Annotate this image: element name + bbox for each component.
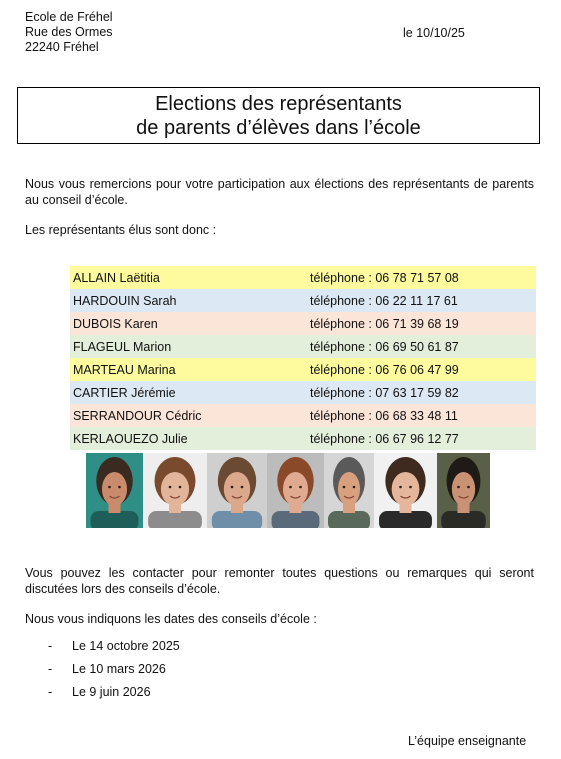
representative-row	[70, 358, 536, 381]
representatives-photos	[86, 453, 490, 528]
representative-photo	[207, 453, 267, 528]
representative-name: KERLAOUEZO Julie	[73, 431, 188, 446]
council-date-item	[48, 634, 180, 657]
representative-name: MARTEAU Marina	[73, 362, 176, 377]
representative-name: HARDOUIN Sarah	[73, 293, 177, 308]
letter-date: le 10/10/25	[403, 26, 465, 40]
representative-phone: téléphone : 06 68 33 48 11	[310, 408, 458, 423]
representative-photo	[374, 453, 437, 528]
representative-row	[70, 427, 536, 450]
representative-name: ALLAIN Laëtitia	[73, 270, 160, 285]
elected-intro: Les représentants élus sont donc :	[25, 223, 217, 237]
representative-row	[70, 381, 536, 404]
representative-phone: téléphone : 06 22 11 17 61	[310, 293, 458, 308]
representative-phone: téléphone : 06 67 96 12 77	[310, 431, 459, 446]
representative-row	[70, 266, 536, 289]
representative-photo	[267, 453, 324, 528]
representative-photo	[143, 453, 207, 528]
representative-phone: téléphone : 06 71 39 68 19	[310, 316, 459, 331]
school-street: Rue des Ormes	[25, 25, 113, 39]
representative-name: FLAGEUL Marion	[73, 339, 172, 354]
council-date: Le 14 octobre 2025	[72, 638, 180, 653]
representative-row	[70, 289, 536, 312]
representative-name: CARTIER Jérémie	[73, 385, 176, 400]
dates-intro: Nous vous indiquons les dates des conseils d’école :	[25, 612, 317, 626]
signature: L’équipe enseignante	[408, 734, 527, 748]
school-city: 22240 Fréhel	[25, 40, 99, 54]
school-name: Ecole de Fréhel	[25, 10, 113, 24]
representatives-list	[70, 266, 536, 450]
title-line-2: de parents d’élèves dans l’école	[136, 117, 421, 139]
council-date-item	[48, 657, 180, 680]
bullet-dash: -	[48, 638, 53, 653]
bullet-dash: -	[48, 684, 53, 699]
contact-paragraph: Vous pouvez les contacter pour remonter toutes questions ou remarques qui seront discutées lors des conseils d’école.	[25, 566, 534, 596]
representative-photo	[437, 453, 490, 528]
representative-name: SERRANDOUR Cédric	[73, 408, 202, 423]
bullet-dash: -	[48, 661, 53, 676]
council-date: Le 10 mars 2026	[72, 661, 166, 676]
council-dates-list	[48, 634, 180, 703]
representative-row	[70, 312, 536, 335]
intro-paragraph: Nous vous remercions pour votre participation aux élections des représentants de parents au conseil d’école.	[25, 177, 534, 207]
title-box	[17, 87, 540, 144]
representative-phone: téléphone : 06 78 71 57 08	[310, 270, 459, 285]
school-address	[25, 10, 113, 55]
council-date: Le 9 juin 2026	[72, 684, 151, 699]
representative-row	[70, 404, 536, 427]
representative-row	[70, 335, 536, 358]
representative-phone: téléphone : 06 76 06 47 99	[310, 362, 459, 377]
representative-phone: téléphone : 06 69 50 61 87	[310, 339, 459, 354]
title-line-1: Elections des représentants	[155, 93, 402, 115]
representative-photo	[324, 453, 374, 528]
representative-phone: téléphone : 07 63 17 59 82	[310, 385, 459, 400]
representative-name: DUBOIS Karen	[73, 316, 158, 331]
representative-photo	[86, 453, 143, 528]
council-date-item	[48, 680, 180, 703]
